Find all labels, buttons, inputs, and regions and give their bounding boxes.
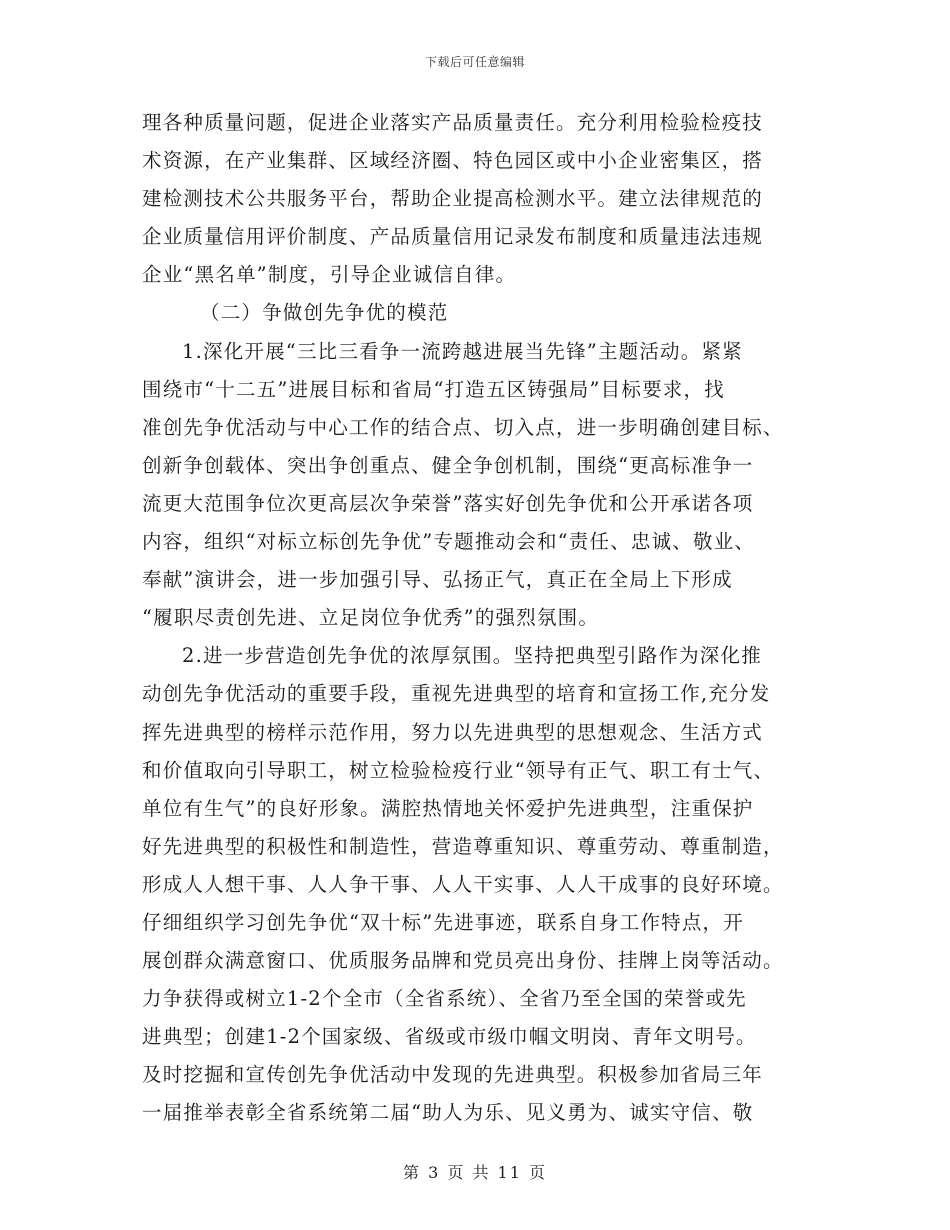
text-line: 奉献”演讲会，进一步加强引导、弘扬正气，真正在全局上下形成 — [142, 568, 733, 592]
text-line: 好先进典型的积极性和制造性，营造尊重知识、尊重劳动、尊重制造， — [142, 834, 784, 858]
text-line: 动创先争优活动的重要手段，重视先进典型的培育和宣扬工作,充分发 — [142, 682, 771, 706]
text-line: 准创先争优活动与中心工作的结合点、切入点，进一步明确创建目标、 — [142, 415, 784, 439]
text-line: 形成人人想干事、人人争干事、人人干实事、人人干成事的良好环境。 — [142, 872, 784, 896]
page-number: 第 3 页 共 11 页 — [403, 1163, 547, 1182]
text-line: 企业质量信用评价制度、产品质量信用记录发布制度和质量违法违规 — [142, 225, 764, 249]
text-line: 挥先进典型的榜样示范作用，努力以先进典型的思想观念、生活方式 — [142, 720, 764, 744]
text-line: 内容，组织“对标立标创先争优”专题推动会和“责任、忠诚、敬业、 — [142, 530, 756, 554]
text-line: 创新争创载体、突出争创重点、健全争创机制，围绕“更高标准争一 — [142, 453, 754, 477]
text-line: 进典型；创建1-2个国家级、省级或市级巾帼文明岗、青年文明号。 — [142, 1025, 757, 1049]
text-line: 力争获得或树立1-2个全市（全省系统）、全省乃至全国的荣誉或先 — [142, 987, 747, 1011]
text-line: 2.进一步营造创先争优的浓厚氛围。坚持把典型引路作为深化推 — [182, 644, 762, 668]
section-heading: （二）争做创先争优的模范 — [200, 301, 449, 325]
body-text — [142, 104, 807, 1133]
text-line: 展创群众满意窗口、优质服务品牌和党员亮出身份、挂牌上岗等活动。 — [142, 949, 784, 973]
text-line: 一届推举表彰全省系统第二届“助人为乐、见义勇为、诚实守信、敬 — [142, 1101, 754, 1125]
text-line: 和价值取向引导职工，树立检验检疫行业“领导有正气、职工有士气、 — [142, 758, 775, 782]
text-line: 术资源，在产业集群、区域经济圈、特色园区或中小企业密集区，搭 — [142, 149, 764, 173]
text-line: “履职尽责创先进、立足岗位争优秀”的强烈氛围。 — [142, 606, 600, 630]
text-line: 仔细组织学习创先争优“双十标”先进事迹，联系自身工作特点，开 — [142, 910, 744, 934]
page-header: 下载后可任意编辑 — [424, 55, 525, 69]
text-line: 企业“黑名单”制度，引导企业诚信自律。 — [142, 263, 517, 287]
text-line: 建检测技术公共服务平台，帮助企业提高检测水平。建立法律规范的 — [142, 187, 764, 211]
text-line: 及时挖掘和宣传创先争优活动中发现的先进典型。积极参加省局三年 — [142, 1063, 764, 1087]
text-line: 单位有生气”的良好形象。满腔热情地关怀爱护先进典型，注重保护 — [142, 796, 754, 820]
text-line: 围绕市“十二五”进展目标和省局“打造五区铸强局”目标要求，找 — [142, 377, 725, 401]
text-line: 1.深化开展“三比三看争一流跨越进展当先锋”主题活动。紧紧 — [182, 339, 743, 363]
text-line: 流更大范围争位次更高层次争荣誉”落实好创先争优和公开承诺各项 — [142, 491, 754, 515]
text-line: 理各种质量问题，促进企业落实产品质量责任。充分利用检验检疫技 — [142, 111, 764, 134]
